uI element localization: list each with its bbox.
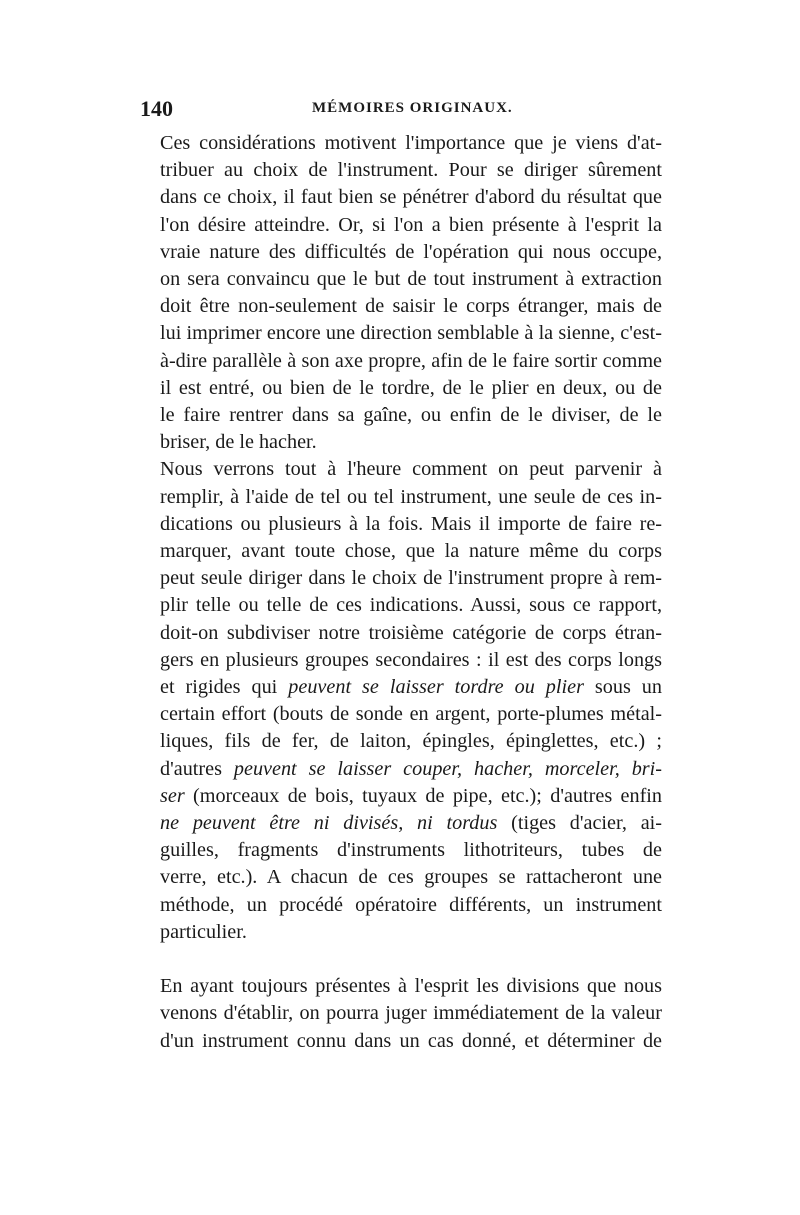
- text-run: venons d'établir, on pourra juger immédiatement de la valeur: [160, 1002, 662, 1025]
- text-line: [140, 429, 662, 456]
- text-run: verre, etc.). A chacun de ces groupes se rattacheront une: [160, 866, 662, 889]
- page-number: 140: [140, 96, 173, 121]
- text-run: méthode, un procédé opératoire différents, un instrument: [160, 893, 662, 916]
- text-run: à-dire parallèle à son axe propre, afin de le faire sortir comme: [160, 349, 662, 372]
- text-run: remplir, à l'aide de tel ou tel instrument, une seule de ces in-: [160, 485, 662, 508]
- text-run: Ces considérations motivent l'importance que je viens d'at-: [160, 132, 662, 154]
- text-run: d'autres: [160, 757, 234, 780]
- text-run: l'on désire atteindre. Or, si l'on a bien présente à l'esprit la: [160, 213, 662, 236]
- text-line: [140, 647, 662, 674]
- italic-text: ne peuvent être ni divisés, ni tordus: [160, 812, 498, 835]
- text-line: [140, 728, 662, 755]
- body-text: [140, 130, 662, 1055]
- italic-text: peuvent se laisser couper, hacher, morceler, bri-: [233, 757, 662, 780]
- italic-text: ser: [160, 784, 185, 807]
- text-line: [140, 239, 662, 266]
- text-run: plir telle ou telle de ces indications. Aussi, sous ce rapport,: [160, 594, 662, 617]
- text-run: (tiges d'acier, ai-: [497, 812, 662, 835]
- text-run: on sera convaincu que le but de tout instrument à extraction: [160, 268, 662, 291]
- text-line: [140, 674, 662, 701]
- text-run: doit-on subdiviser notre troisième catégorie de corps étran-: [160, 621, 662, 644]
- text-line: [140, 375, 662, 402]
- text-line: [140, 756, 662, 783]
- text-line: [140, 783, 662, 810]
- text-line: [140, 565, 662, 592]
- text-run: certain effort (bouts de sonde en argent, porte-plumes métal-: [160, 703, 662, 726]
- text-run: sous un: [583, 676, 662, 699]
- text-line: [140, 864, 662, 891]
- text-run: doit être non-seulement de saisir le corps étranger, mais de: [160, 295, 662, 318]
- text-line: [140, 538, 662, 565]
- text-run: d'un instrument connu dans un cas donné, et déterminer de: [160, 1029, 662, 1052]
- text-run: marquer, avant toute chose, que la nature même du corps: [160, 540, 662, 563]
- text-line: [140, 592, 662, 619]
- text-line: [140, 919, 662, 946]
- text-line: [140, 184, 662, 211]
- text-run: briser, de le hacher.: [160, 431, 317, 454]
- text-line: [140, 1028, 662, 1055]
- text-line: [140, 293, 662, 320]
- text-line: [140, 348, 662, 375]
- text-line: [140, 973, 662, 1000]
- text-line: [140, 402, 662, 429]
- text-run: il est entré, ou bien de le tordre, de le plier en deux, ou de: [160, 376, 662, 399]
- text-run: particulier.: [160, 920, 247, 943]
- page-header: [140, 96, 662, 126]
- text-run: le faire rentrer dans sa gaîne, ou enfin de le diviser, de le: [160, 404, 662, 427]
- paragraph-1: [140, 130, 662, 456]
- text-line: [140, 1000, 662, 1027]
- text-line: [140, 320, 662, 347]
- text-line: [140, 620, 662, 647]
- text-run: peut seule diriger dans le choix de l'instrument propre à rem-: [160, 567, 662, 590]
- paragraph-2: [140, 456, 662, 946]
- text-run: vraie nature des difficultés de l'opération qui nous occupe,: [160, 240, 662, 263]
- text-run: gers en plusieurs groupes secondaires : il est des corps longs: [160, 648, 662, 671]
- text-run: liques, fils de fer, de laiton, épingles, épinglettes, etc.) ;: [160, 730, 662, 753]
- text-line: [140, 130, 662, 157]
- text-line: [140, 810, 662, 837]
- text-line: [140, 892, 662, 919]
- text-line: [140, 266, 662, 293]
- paragraph-3: [140, 973, 662, 1055]
- text-run: dans ce choix, il faut bien se pénétrer d'abord du résultat que: [160, 186, 662, 209]
- text-run: et rigides qui: [160, 676, 289, 699]
- text-line: [140, 456, 662, 483]
- text-line: [140, 157, 662, 184]
- text-line: [140, 837, 662, 864]
- text-run: guilles, fragments d'instruments lithotriteurs, tubes de: [160, 839, 662, 862]
- text-run: lui imprimer encore une direction semblable à la sienne, c'est-: [160, 322, 662, 345]
- text-run: tribuer au choix de l'instrument. Pour se diriger sûrement: [160, 159, 662, 182]
- italic-text: peuvent se laisser tordre ou plier: [288, 676, 584, 699]
- text-run: dications ou plusieurs à la fois. Mais il importe de faire re-: [160, 512, 662, 535]
- text-line: [140, 701, 662, 728]
- text-line: [140, 212, 662, 239]
- text-line: [140, 511, 662, 538]
- text-run: Nous verrons tout à l'heure comment on peut parvenir à: [160, 458, 662, 481]
- text-run: En ayant toujours présentes à l'esprit les divisions que nous: [160, 975, 662, 998]
- text-run: (morceaux de bois, tuyaux de pipe, etc.); d'autres enfin: [184, 784, 662, 807]
- text-line: [140, 484, 662, 511]
- running-title: MÉMOIRES ORIGINAUX.: [312, 100, 513, 116]
